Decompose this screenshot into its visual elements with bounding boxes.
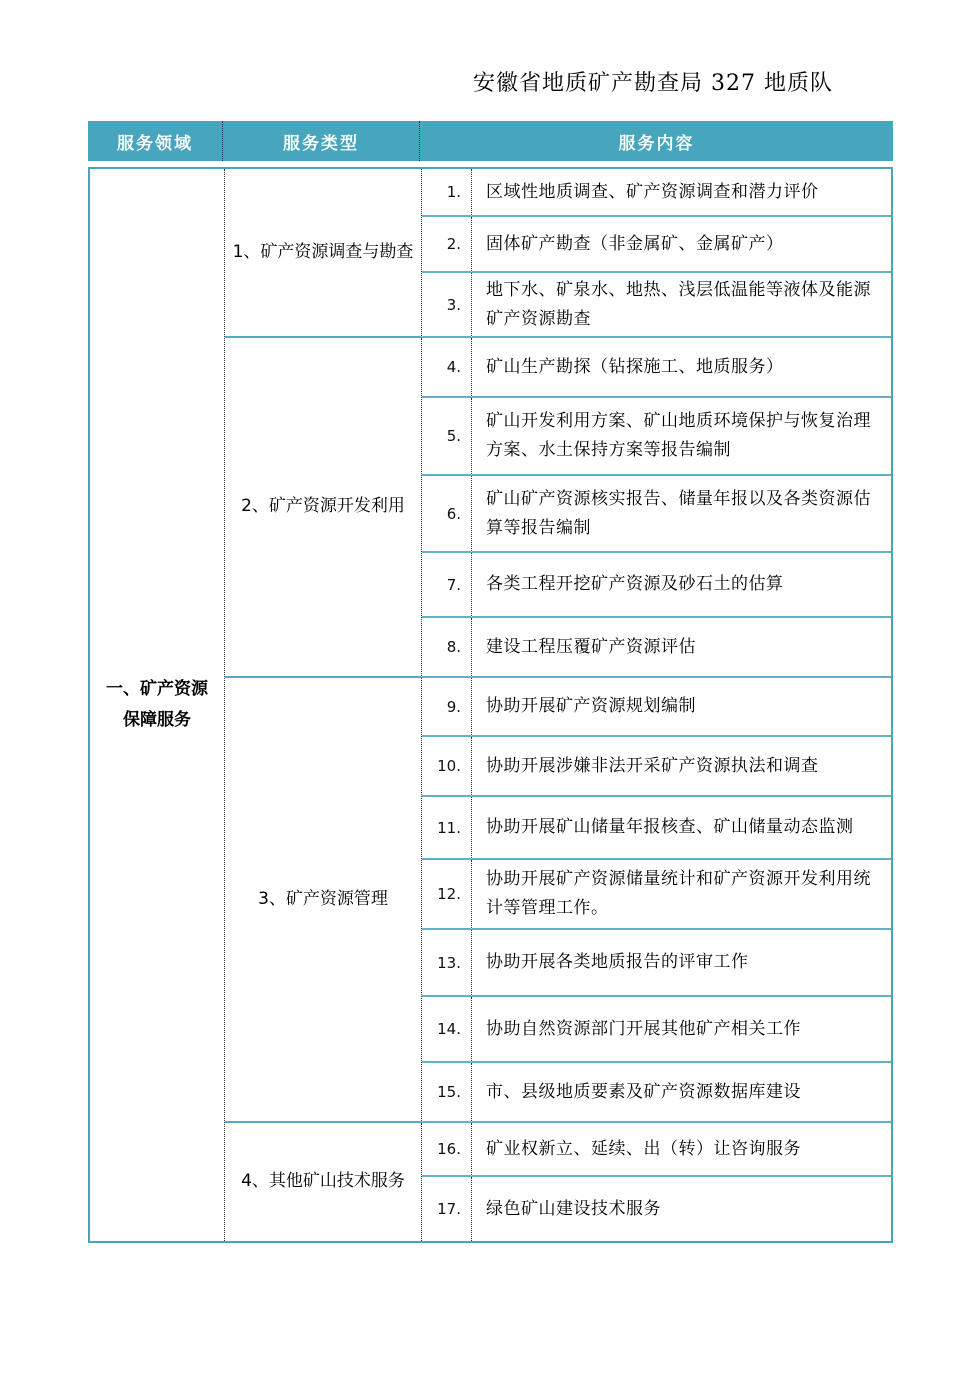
item-text: 建设工程压覆矿产资源评估 (472, 618, 891, 678)
item-number: 8. (422, 618, 472, 678)
item-number: 6. (422, 476, 472, 553)
item-text: 区域性地质调查、矿产资源调查和潜力评价 (472, 169, 891, 217)
item-text: 协助开展矿山储量年报核查、矿山储量动态监测 (472, 797, 891, 860)
table-header-row (88, 121, 893, 161)
item-text: 矿山生产勘探（钻探施工、地质服务） (472, 338, 891, 398)
item-text: 协助开展矿产资源储量统计和矿产资源开发利用统计等管理工作。 (472, 860, 891, 930)
item-number: 11. (422, 797, 472, 860)
item-number: 7. (422, 553, 472, 618)
item-text: 协助开展涉嫌非法开采矿产资源执法和调查 (472, 737, 891, 797)
item-text: 协助开展矿产资源规划编制 (472, 678, 891, 737)
item-text: 矿山开发利用方案、矿山地质环境保护与恢复治理方案、水土保持方案等报告编制 (472, 398, 891, 476)
item-number: 3. (422, 273, 472, 338)
service-domain-cell: 一、矿产资源保障服务 (90, 169, 225, 1241)
item-text: 绿色矿山建设技术服务 (486, 1198, 661, 1219)
item-number: 10. (422, 737, 472, 797)
item-text: 矿业权新立、延续、出（转）让咨询服务 (472, 1123, 891, 1177)
service-type-group-4: 4、其他矿山技术服务 (225, 1123, 422, 1241)
header-cell-service-domain: 服务领域 (88, 121, 223, 161)
header-cell-service-content: 服务内容 (618, 133, 695, 154)
service-type-group-1: 1、矿产资源调查与勘查 (225, 169, 422, 338)
item-number: 16. (422, 1123, 472, 1177)
service-type-group-3: 3、矿产资源管理 (225, 678, 422, 1123)
item-text: 固体矿产勘查（非金属矿、金属矿产） (472, 217, 891, 273)
item-number: 14. (422, 997, 472, 1063)
header-cell-service-type: 服务类型 (223, 121, 420, 161)
item-number: 9. (422, 678, 472, 737)
item-number: 12. (422, 860, 472, 930)
item-number: 2. (422, 217, 472, 273)
page-title: 安徽省地质矿产勘查局 327 地质队 (473, 71, 833, 96)
item-number: 5. (422, 398, 472, 476)
item-number: 13. (422, 930, 472, 997)
item-text: 矿山矿产资源核实报告、储量年报以及各类资源估算等报告编制 (472, 476, 891, 553)
item-text: 协助自然资源部门开展其他矿产相关工作 (472, 997, 891, 1063)
item-number: 1. (422, 169, 472, 217)
service-table-body (88, 167, 893, 1243)
item-text: 地下水、矿泉水、地热、浅层低温能等液体及能源矿产资源勘查 (472, 273, 891, 338)
item-number: 4. (422, 338, 472, 398)
item-text: 各类工程开挖矿产资源及砂石土的估算 (472, 553, 891, 618)
item-text: 市、县级地质要素及矿产资源数据库建设 (472, 1063, 891, 1123)
item-number: 17. (422, 1177, 472, 1241)
service-type-group-2: 2、矿产资源开发利用 (225, 338, 422, 678)
item-text: 协助开展各类地质报告的评审工作 (472, 930, 891, 997)
item-number: 15. (422, 1063, 472, 1123)
